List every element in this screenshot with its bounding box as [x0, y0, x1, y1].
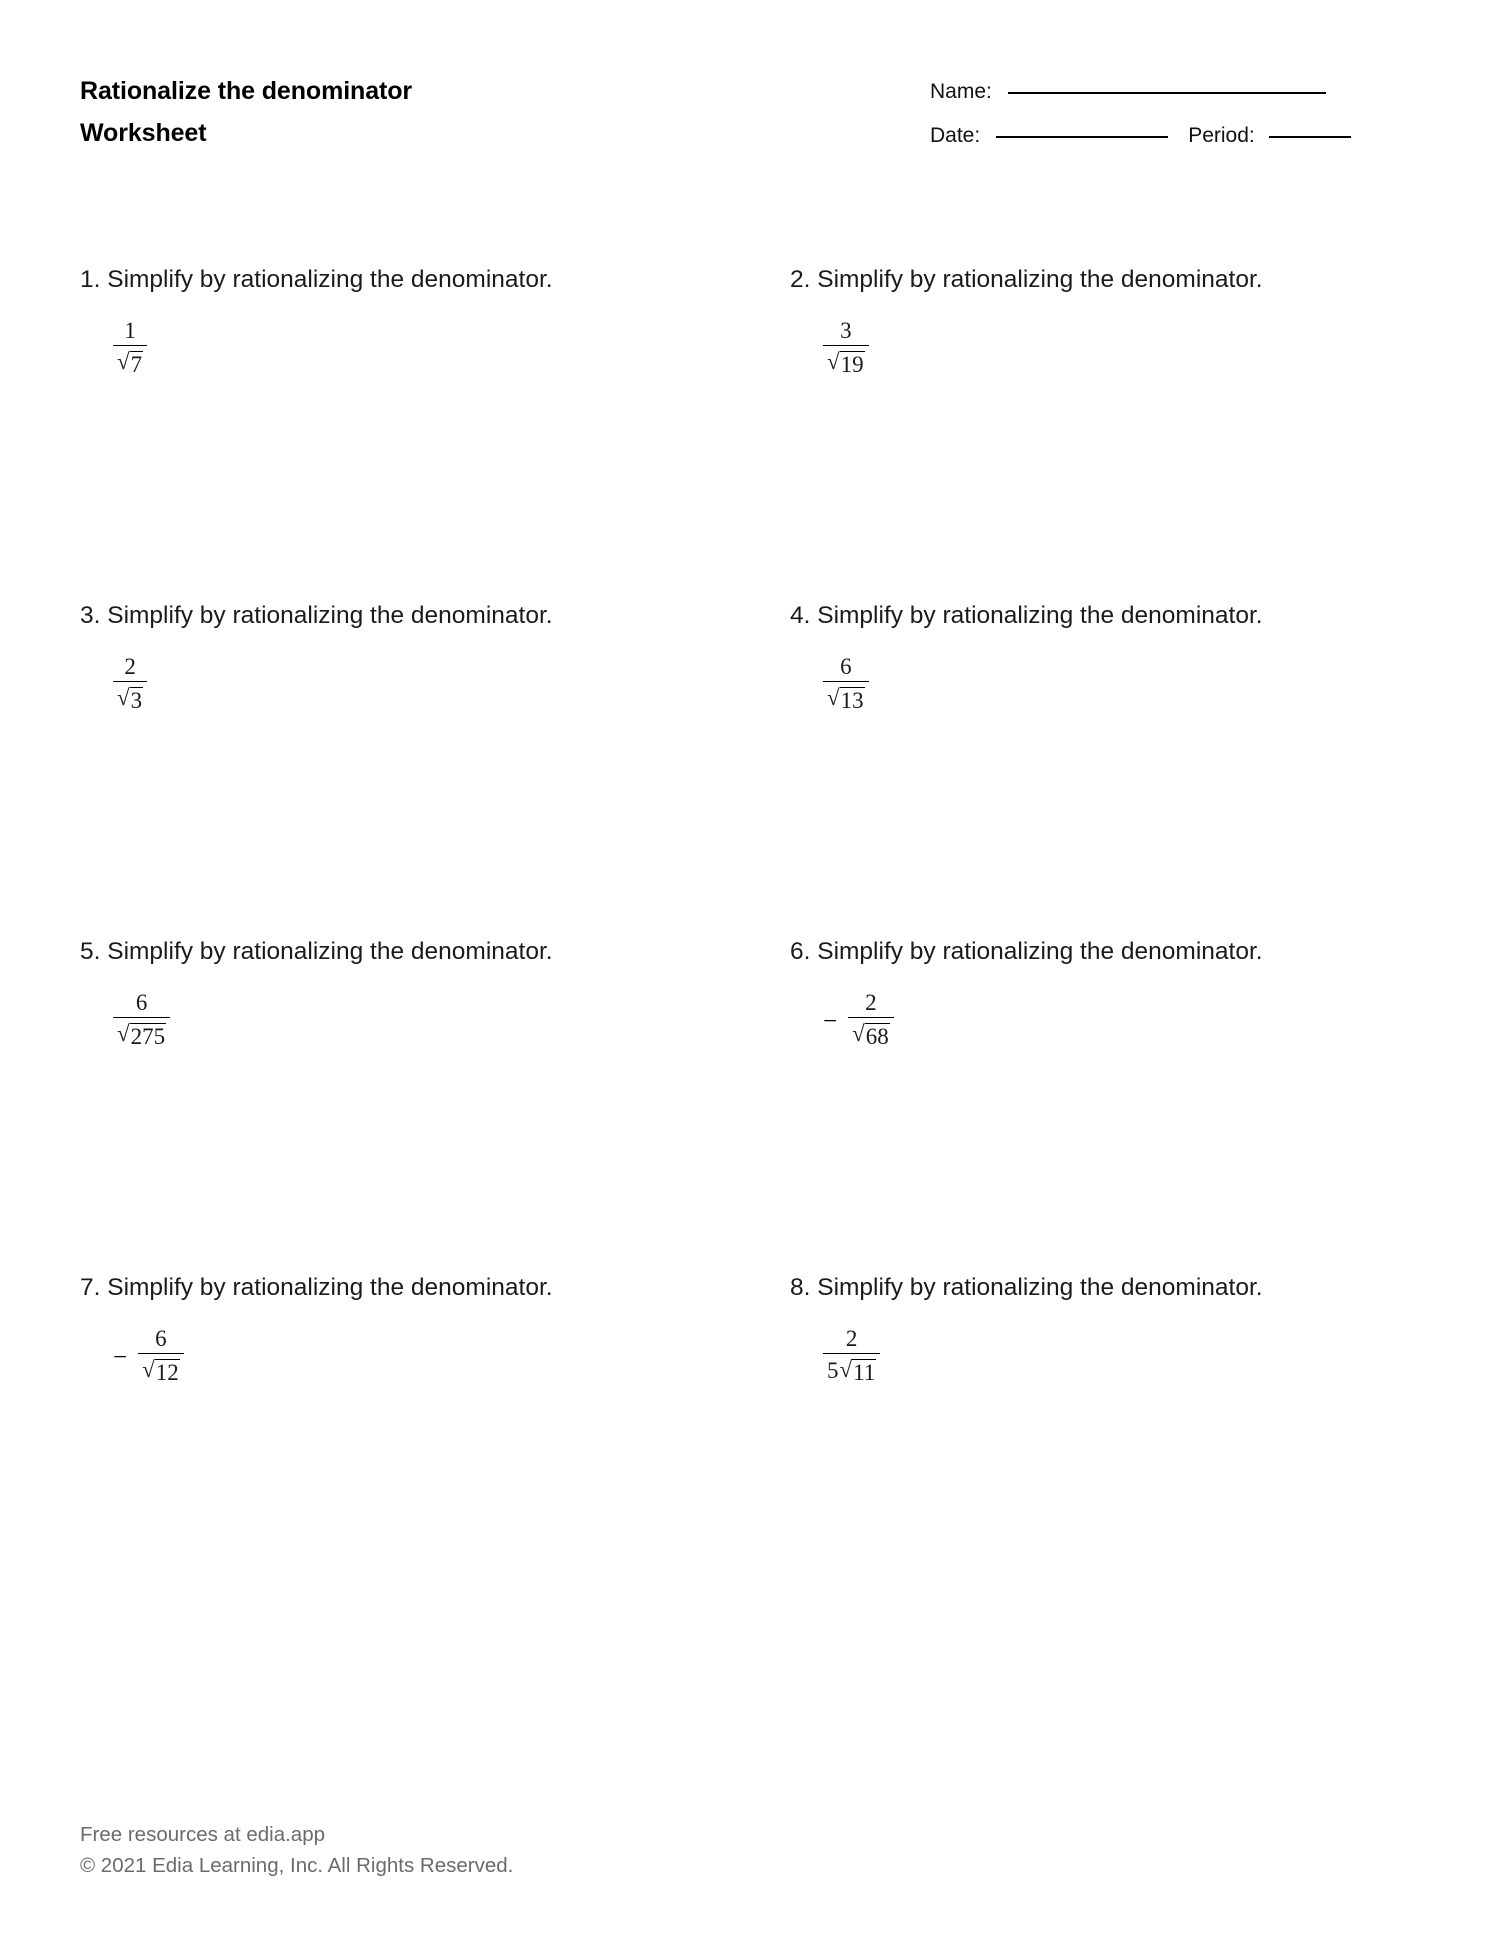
radicand: 3 [130, 687, 143, 713]
page-title-line-1: Rationalize the denominator [80, 77, 413, 105]
square-root-icon [827, 685, 865, 713]
fraction-denominator [848, 1018, 894, 1049]
problem-expression [823, 653, 1430, 715]
radicand: 12 [155, 1359, 179, 1385]
fraction-numerator: 3 [840, 317, 852, 343]
problem-row [80, 265, 1420, 601]
page-header [80, 70, 1420, 180]
name-label: Name: [930, 80, 992, 103]
square-root-icon [117, 1021, 166, 1049]
radical-sign-glyph: √ [142, 1356, 155, 1382]
denominator-coefficient: 5 [827, 1357, 839, 1383]
radicand: 19 [840, 351, 864, 377]
square-root-icon [852, 1021, 890, 1049]
problem-4 [790, 601, 1430, 715]
problem-5 [80, 937, 720, 1051]
footer-resources-text: Free resources at edia.app [80, 1823, 325, 1846]
fraction-denominator [138, 1354, 184, 1385]
problem-1 [80, 265, 720, 379]
worksheet-title [80, 70, 412, 154]
problem-prompt: 1. Simplify by rationalizing the denominator. [80, 266, 553, 293]
fraction-numerator: 6 [155, 1325, 167, 1351]
problem-expression [823, 1325, 1430, 1387]
fraction-numerator: 6 [840, 653, 852, 679]
radicand: 68 [865, 1023, 889, 1049]
fraction-numerator: 1 [124, 317, 136, 343]
period-label: Period: [1188, 124, 1255, 147]
negative-sign: − [113, 1343, 128, 1371]
fraction [848, 991, 894, 1049]
radical-sign-glyph: √ [827, 684, 840, 710]
square-root-icon [117, 349, 143, 377]
square-root-icon [827, 349, 865, 377]
problem-expression [113, 653, 720, 715]
fraction-numerator: 2 [845, 1325, 858, 1351]
problem-expression [113, 317, 720, 379]
fraction-denominator [823, 346, 869, 377]
problem-3 [80, 601, 720, 715]
fraction [113, 655, 147, 713]
page-title-line-2: Worksheet [80, 119, 207, 147]
period-input-line[interactable] [1269, 136, 1351, 138]
problem-prompt: 5. Simplify by rationalizing the denominator. [80, 938, 553, 965]
problem-8 [790, 1273, 1430, 1387]
radical-sign-glyph: √ [852, 1020, 865, 1046]
problem-row [80, 1273, 1420, 1609]
radical-sign-glyph: √ [839, 1356, 853, 1382]
radical-sign-glyph: √ [117, 1020, 130, 1046]
negative-sign: − [823, 1007, 838, 1035]
fraction [823, 319, 869, 377]
problem-row [80, 601, 1420, 937]
square-root-icon [142, 1357, 180, 1385]
problem-prompt: 4. Simplify by rationalizing the denominator. [790, 602, 1263, 629]
name-input-line[interactable] [1008, 92, 1326, 94]
problem-list [80, 265, 1420, 1609]
problem-prompt: 8. Simplify by rationalizing the denominator. [790, 1274, 1263, 1301]
name-field-row [930, 80, 1420, 120]
fraction-numerator: 2 [865, 989, 877, 1015]
fraction-denominator [113, 346, 147, 377]
fraction [138, 1327, 184, 1385]
fraction-denominator [823, 1354, 880, 1385]
radicand: 7 [130, 351, 143, 377]
square-root-icon [840, 1357, 877, 1385]
problem-prompt: 6. Simplify by rationalizing the denominator. [790, 938, 1263, 965]
problem-prompt: 2. Simplify by rationalizing the denominator. [790, 266, 1263, 293]
radicand: 275 [130, 1023, 166, 1049]
problem-2 [790, 265, 1430, 379]
fraction [113, 991, 170, 1049]
radicand: 13 [840, 687, 864, 713]
date-period-field-row [930, 124, 1420, 164]
page-footer [80, 1819, 513, 1881]
problem-prompt: 7. Simplify by rationalizing the denominator. [80, 1274, 553, 1301]
problem-6 [790, 937, 1430, 1051]
square-root-icon [117, 685, 143, 713]
radical-sign-glyph: √ [117, 348, 130, 374]
problem-row [80, 937, 1420, 1273]
date-label: Date: [930, 124, 981, 147]
problem-prompt: 3. Simplify by rationalizing the denominator. [80, 602, 553, 629]
footer-copyright-text: © 2021 Edia Learning, Inc. All Rights Reserved. [80, 1854, 514, 1877]
fraction-denominator [823, 682, 869, 713]
radicand: 11 [853, 1359, 876, 1385]
fraction [823, 1327, 880, 1385]
date-input-line[interactable] [996, 136, 1168, 138]
problem-7 [80, 1273, 720, 1387]
fraction [823, 655, 869, 713]
fraction-numerator: 6 [135, 989, 148, 1015]
fraction-denominator [113, 682, 147, 713]
problem-expression [823, 989, 1430, 1051]
fraction-denominator [113, 1018, 170, 1049]
radical-sign-glyph: √ [827, 348, 840, 374]
fraction-numerator: 2 [124, 653, 136, 679]
student-info-fields [930, 80, 1420, 164]
radical-sign-glyph: √ [117, 684, 130, 710]
problem-expression [113, 1325, 720, 1387]
problem-expression [113, 989, 720, 1051]
fraction [113, 319, 147, 377]
problem-expression [823, 317, 1430, 379]
